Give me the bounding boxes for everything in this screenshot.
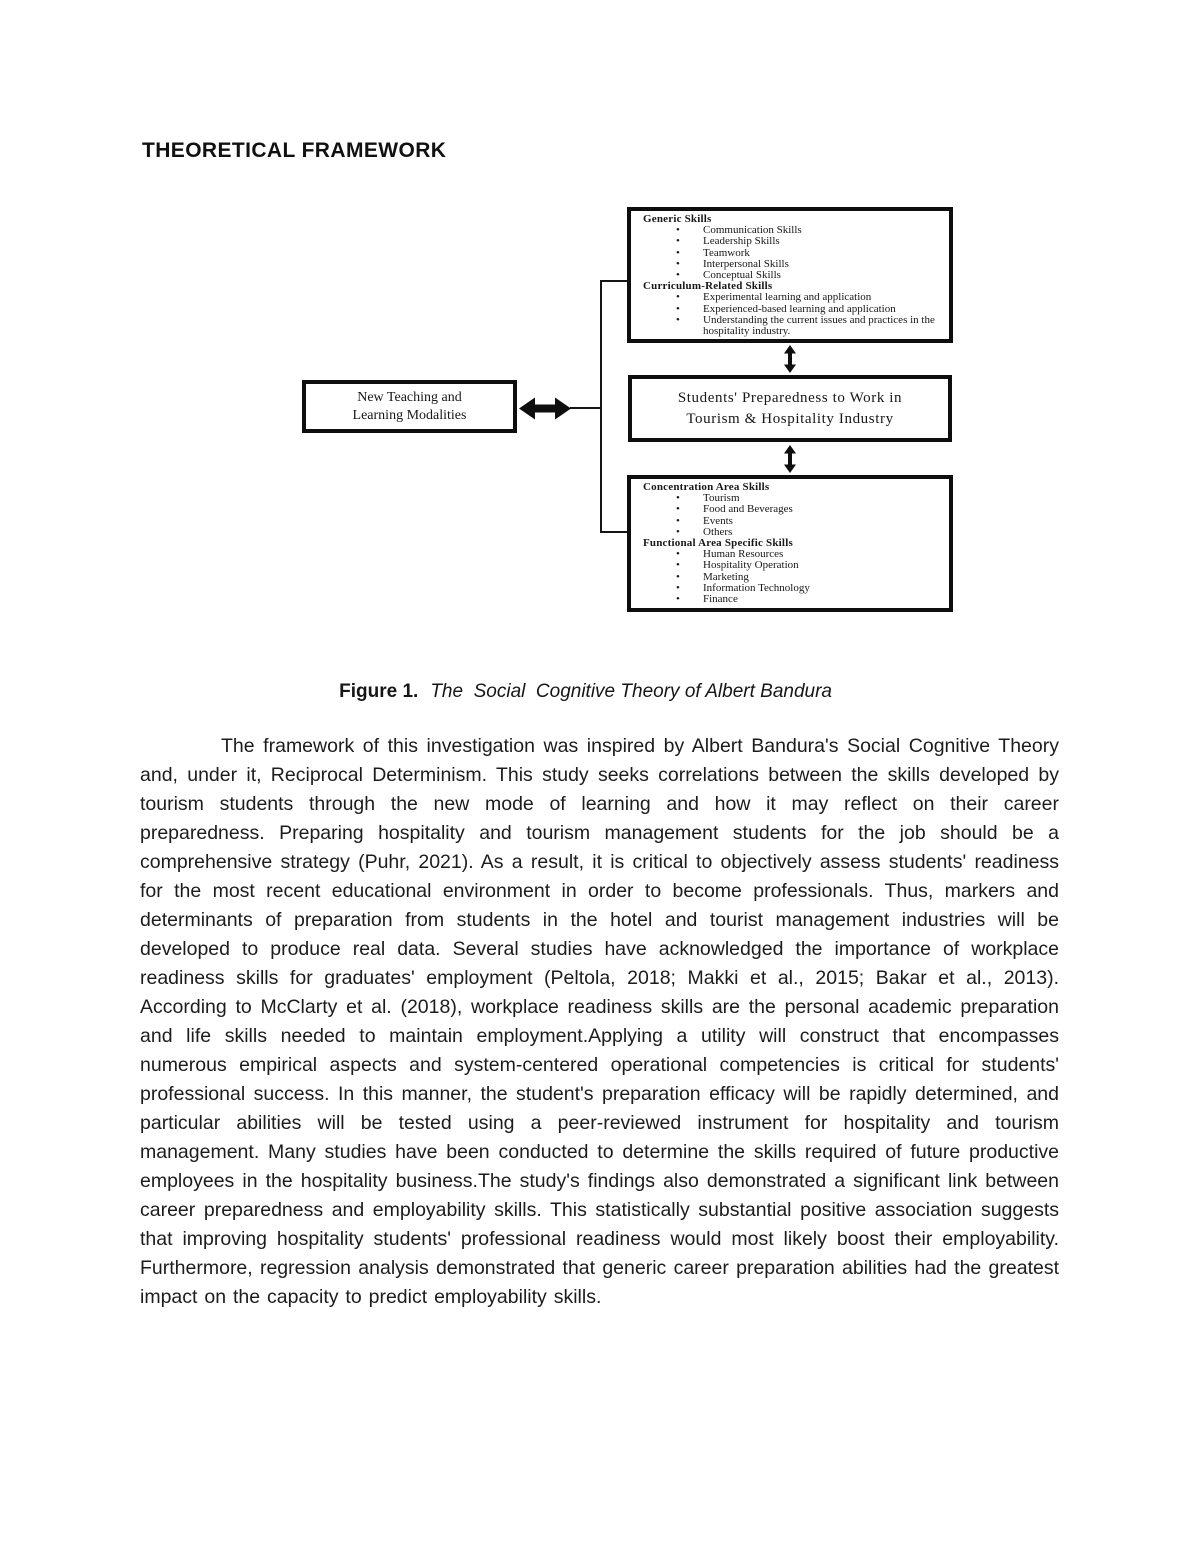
section-header: Curriculum-Related Skills bbox=[643, 280, 773, 293]
framework-diagram bbox=[0, 0, 1200, 650]
list-item: • Human Resources bbox=[703, 549, 944, 560]
box-line: New Teaching and bbox=[357, 389, 462, 405]
list-item: • Hospitality Operation bbox=[703, 560, 944, 571]
box-line: Tourism & Hospitality Industry bbox=[686, 410, 894, 427]
body-paragraph: The framework of this investigation was inspired by Albert Bandura's Social Cognitive Theory and, under it, Reciprocal Determinism. This study seeks correlations between the skills developed by tourism students through the new mode of learning and how it may reflect on their career preparedness. Preparing hospitality and tourism management students for the job should be a comprehensive strategy (Puhr, 2021). As a result, it is critical to objectively assess students' readiness for the most recent educational environment in order to become professionals. Thus, markers and determinants of preparation from students in the hotel and tourist management industries will be developed to produce real data. Several studies have acknowledged the importance of workplace readiness skills for graduates' employment (Peltola, 2018; Makki et al., 2015; Bakar et al., 2013). According to McClarty et al. (2018), workplace readiness skills are the personal academic preparation and life skills needed to maintain employment.Applying a utility will construct that encompasses numerous empirical aspects and system-centered operational competencies is critical for students' professional success. In this manner, the student's preparation efficacy will be rapidly determined, and particular abilities will be tested using a peer-reviewed instrument for hospitality and tourism management. Many studies have been conducted to determine the skills required of future productive employees in the hospitality business.The study's findings also demonstrated a significant link between career preparedness and employability skills. This statistically substantial positive association suggests that improving hospitality students' professional readiness would most likely boost their employability. Furthermore, regression analysis demonstrated that generic career preparation abilities had the greatest impact on the capacity to predict employability skills. bbox=[140, 735, 1059, 1308]
figure-caption-label: Figure 1. bbox=[339, 681, 419, 702]
page-title: THEORETICAL FRAMEWORK bbox=[142, 139, 447, 162]
figure-caption-text: The Social Cognitive Theory of Albert Bandura bbox=[430, 681, 832, 702]
functional-skills-list bbox=[631, 549, 944, 605]
connector-vertical-bracket bbox=[600, 280, 602, 533]
students-preparedness-box bbox=[628, 375, 952, 442]
list-item: • Others bbox=[703, 527, 944, 538]
connector-top-stub bbox=[601, 280, 627, 282]
section-header: Concentration Area Skills bbox=[643, 481, 770, 493]
list-item: • Food and Beverages bbox=[703, 504, 944, 515]
list-item: • Experienced-based learning and application bbox=[703, 304, 944, 315]
concentration-skills-box bbox=[627, 475, 953, 612]
section-header: Generic Skills bbox=[643, 213, 712, 225]
list-item: • Events bbox=[703, 516, 944, 527]
list-item: • Finance bbox=[703, 594, 944, 605]
connector-bottom-stub bbox=[601, 531, 627, 533]
list-item: • Leadership Skills bbox=[703, 236, 944, 247]
box-line: Learning Modalities bbox=[352, 407, 467, 423]
box-line: Students' Preparedness to Work in bbox=[677, 389, 903, 406]
up-down-arrow-icon bbox=[783, 345, 797, 373]
concentration-skills-list bbox=[631, 493, 944, 538]
list-item: • Tourism bbox=[703, 493, 944, 504]
curriculum-skills-list bbox=[631, 292, 944, 337]
list-item: • Teamwork bbox=[703, 248, 944, 259]
list-item: • Understanding the current issues and practices in the hospitality industry. bbox=[703, 315, 944, 337]
list-item: • Information Technology bbox=[703, 583, 944, 594]
generic-skills-box bbox=[627, 207, 953, 343]
list-item: • Interpersonal Skills bbox=[703, 259, 944, 270]
list-item: • Experimental learning and application bbox=[703, 292, 944, 303]
generic-skills-list bbox=[631, 225, 944, 281]
list-item: • Marketing bbox=[703, 572, 944, 583]
section-header: Functional Area Specific Skills bbox=[643, 537, 793, 550]
left-right-arrow-icon bbox=[518, 396, 572, 421]
new-teaching-modalities-box bbox=[302, 380, 517, 433]
list-item: • Conceptual Skills bbox=[703, 270, 944, 281]
figure-caption bbox=[318, 659, 832, 725]
list-item: • Communication Skills bbox=[703, 225, 944, 236]
connector-horizontal-line bbox=[570, 407, 601, 409]
up-down-arrow-icon bbox=[783, 445, 797, 473]
